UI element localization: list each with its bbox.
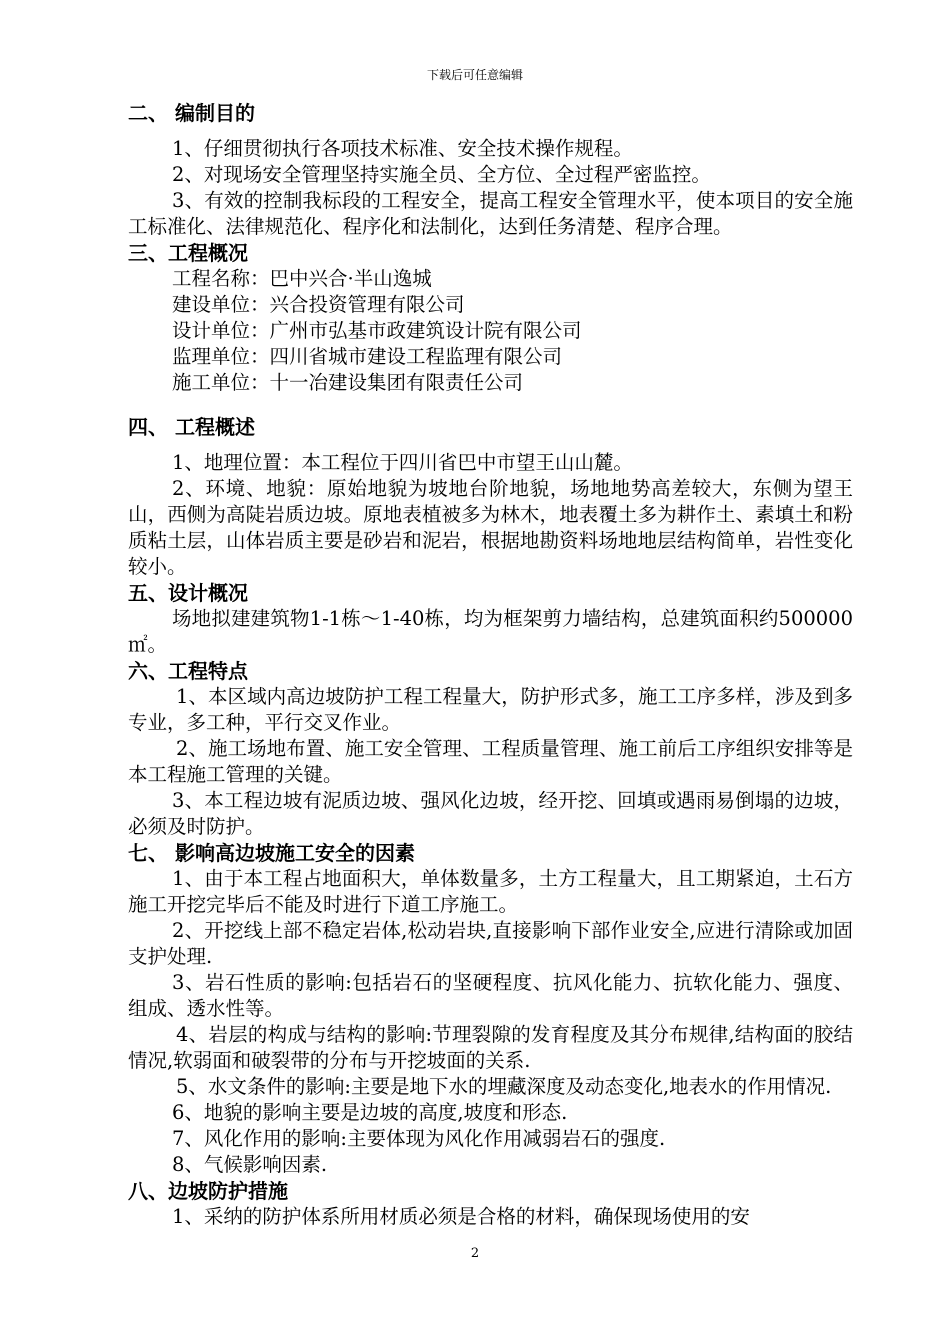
- paragraph: 3、岩石性质的影响:包括岩石的坚硬程度、抗风化能力、抗软化能力、强度、组成、透水性等。: [128, 971, 853, 1020]
- document-body: [128, 100, 853, 1230]
- designer-line: 设计单位：广州市弘基市政建筑设计院有限公司: [172, 319, 582, 342]
- paragraph: 1、本区域内高边坡防护工程工程量大，防护形式多，施工工序多样，涉及到多专业，多工种，平行交叉作业。: [128, 685, 853, 734]
- paragraph: 2、环境、地貌：原始地貌为坡地台阶地貌，场地地势高差较大，东侧为望王山，西侧为高陡岩质边坡。原地表植被多为林木，地表覆土多为耕作土、素填土和粉质粘土层，山体岩质主要是砂岩和泥岩，根据地勘资料场地地层结构简单，岩性变化较小。: [128, 477, 853, 578]
- section-title-8: 八、边坡防护措施: [128, 1179, 288, 1203]
- paragraph: 2、开挖线上部不稳定岩体,松动岩块,直接影响下部作业安全,应进行清除或加固支护处理.: [128, 919, 853, 968]
- paragraph: 1、由于本工程占地面积大，单体数量多，土方工程量大，且工期紧迫，土石方施工开挖完毕后不能及时进行下道工序施工。: [128, 867, 853, 916]
- supervisor-line: 监理单位：四川省城市建设工程监理有限公司: [172, 345, 563, 368]
- paragraph: 2、施工场地布置、施工安全管理、工程质量管理、施工前后工序组织安排等是本工程施工管理的关键。: [128, 737, 853, 786]
- paragraph: 8、气候影响因素.: [172, 1153, 328, 1176]
- section-title-2: 二、 编制目的: [128, 101, 255, 125]
- section-title-5: 五、设计概况: [128, 581, 248, 605]
- paragraph: 3、本工程边坡有泥质边坡、强风化边坡，经开挖、回填或遇雨易倒塌的边坡，必须及时防护。: [128, 789, 853, 838]
- paragraph: 1、采纳的防护体系所用材质必须是合格的材料，确保现场使用的安: [172, 1205, 750, 1228]
- section-title-4: 四、 工程概述: [128, 415, 255, 439]
- section-title-6: 六、工程特点: [128, 659, 248, 683]
- paragraph: 4、岩层的构成与结构的影响:节理裂隙的发育程度及其分布规律,结构面的胶结情况,软弱面和破裂带的分布与开挖坡面的关系.: [128, 1023, 853, 1072]
- section-title-3: 三、工程概况: [128, 241, 248, 265]
- paragraph: 2、对现场安全管理坚持实施全员、全方位、全过程严密监控。: [172, 163, 711, 186]
- page-header: 下载后可任意编辑: [426, 68, 523, 82]
- paragraph: 1、仔细贯彻执行各项技术标准、安全技术操作规程。: [172, 137, 633, 160]
- paragraph: 6、地貌的影响主要是边坡的高度,坡度和形态.: [172, 1101, 568, 1124]
- section-title-7: 七、 影响高边坡施工安全的因素: [128, 841, 415, 865]
- paragraph: 1、地理位置：本工程位于四川省巴中市望王山山麓。: [172, 451, 633, 474]
- paragraph: 5、水文条件的影响:主要是地下水的埋藏深度及动态变化,地表水的作用情况.: [176, 1075, 832, 1098]
- paragraph: 7、风化作用的影响:主要体现为风化作用减弱岩石的强度.: [172, 1127, 666, 1150]
- owner-line: 建设单位：兴合投资管理有限公司: [172, 293, 465, 316]
- page-number: 2: [470, 1246, 480, 1261]
- paragraph: 3、有效的控制我标段的工程安全，提高工程安全管理水平，使本项目的安全施工标准化、法律规范化、程序化和法制化，达到任务清楚、程序合理。: [128, 189, 853, 238]
- contractor-line: 施工单位：十一冶建设集团有限责任公司: [172, 371, 524, 394]
- project-name-line: 工程名称：巴中兴合·半山逸城: [172, 267, 432, 290]
- paragraph: 场地拟建建筑物1-1栋～1-40栋，均为框架剪力墙结构，总建筑面积约500000㎡。: [128, 607, 853, 656]
